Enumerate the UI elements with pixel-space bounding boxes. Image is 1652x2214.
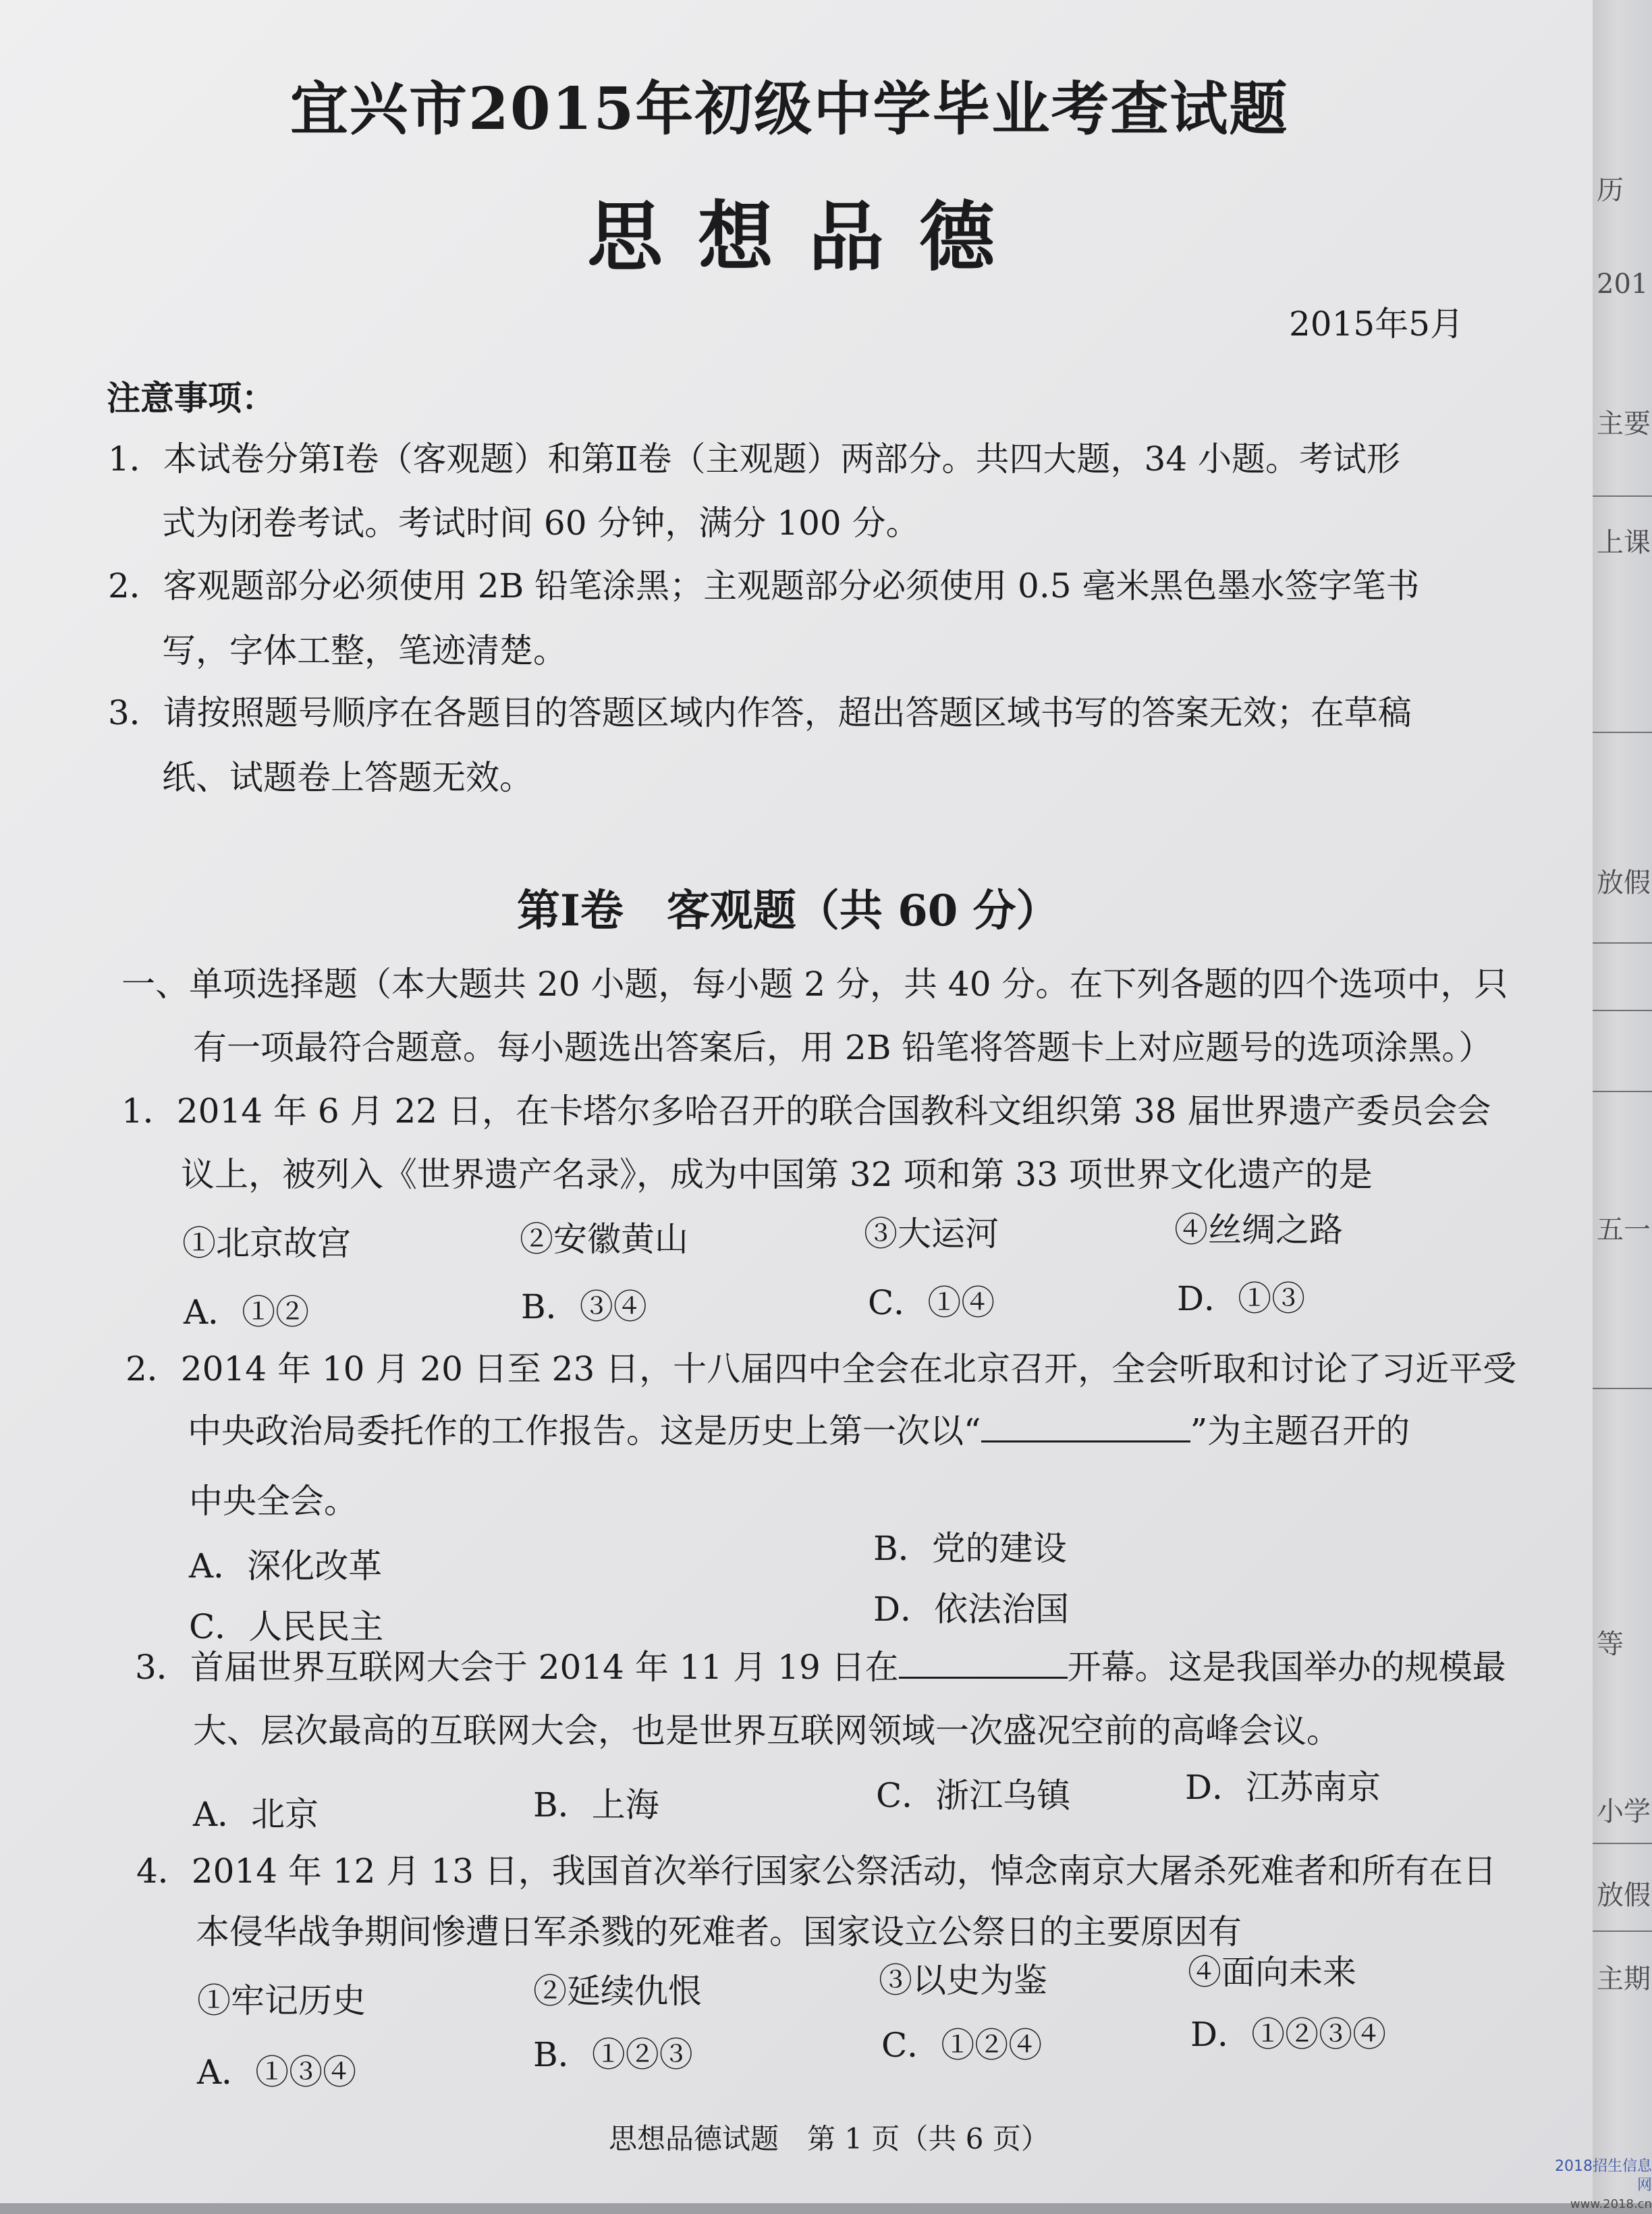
exam-title: 宜兴市2015年初级中学毕业考查试题 — [290, 75, 1289, 143]
notes-line: 式为闭卷考试。考试时间 60 分钟，满分 100 分。 — [162, 504, 920, 543]
question-2-stem-part: ”为主题召开的 — [1190, 1411, 1410, 1451]
back-page-fragment: 小学 — [1597, 1796, 1651, 1827]
question-4-option: A．①③④ — [197, 2053, 357, 2092]
question-1-item: ④丝绸之路 — [1174, 1210, 1343, 1249]
question-1-stem: 议上，被列入《世界遗产名录》，成为中国第 32 项和第 33 项世界文化遗产的是 — [181, 1155, 1373, 1194]
question-1-option: A．①② — [184, 1293, 310, 1332]
watermark-brand: 2018招生信息网 — [1555, 2158, 1652, 2194]
question-4-item: ④面向未来 — [1188, 1953, 1356, 1992]
question-4-item: ③以史为鉴 — [879, 1961, 1047, 2000]
question-4-stem: 本侵华战争期间惨遭日军杀戮的死难者。国家设立公祭日的主要原因有 — [196, 1912, 1242, 1951]
question-3-option: C．浙江乌镇 — [876, 1776, 1071, 1815]
back-page-rule — [1593, 1010, 1652, 1011]
exam-date: 2015年5月 — [1289, 304, 1464, 344]
back-page-rule — [1593, 1843, 1652, 1844]
back-page-fragment: 等 — [1597, 1629, 1624, 1660]
back-page-fragment: 放假 — [1597, 867, 1651, 898]
section-instructions: 有一项最符合题意。每小题选出答案后，用 2B 铅笔将答题卡上对应题号的选项涂黑。） — [193, 1028, 1493, 1067]
back-page-rule — [1593, 495, 1652, 497]
answer-blank — [981, 1440, 1190, 1442]
question-3-stem-part: 开幕。这是我国举办的规模最 — [1067, 1648, 1506, 1687]
question-3-stem: 大、层次最高的互联网大会，也是世界互联网领域一次盛况空前的高峰会议。 — [193, 1711, 1340, 1750]
question-1-option: B．③④ — [521, 1287, 647, 1326]
question-2-option: B．党的建设 — [873, 1529, 1067, 1568]
notes-line: 2．客观题部分必须使用 2B 铅笔涂黑；主观题部分必须使用 0.5 毫米黑色墨水签字笔书 — [108, 566, 1420, 605]
question-2-stem-part: 中央政治局委托作的工作报告。这是历史上第一次以“ — [188, 1411, 981, 1451]
back-page-fragment: 主期 — [1597, 1964, 1651, 1995]
answer-blank — [899, 1677, 1068, 1679]
back-page-rule — [1593, 1091, 1652, 1092]
question-3-stem — [135, 1640, 1506, 1689]
notes-line: 纸、试题卷上答题无效。 — [162, 758, 533, 797]
page-footer: 思想品德试题 第 1 页（共 6 页） — [609, 2122, 1049, 2155]
question-2-stem: 2．2014 年 10 月 20 日至 23 日，十八届四中全会在北京召开，全会听取和讨论了习近平受 — [126, 1349, 1517, 1388]
section-title: 第Ⅰ卷 客观题（共 60 分） — [517, 886, 1059, 936]
question-2-option: C．人民民主 — [189, 1607, 384, 1646]
question-4-option: D．①②③④ — [1190, 2015, 1387, 2054]
back-page-rule — [1593, 1931, 1652, 1932]
question-4-item: ②延续仇恨 — [533, 1972, 702, 2011]
notes-line: 写，字体工整，笔迹清楚。 — [162, 631, 567, 670]
question-1-option: D．①③ — [1177, 1279, 1306, 1318]
back-page-fragment: 放假 — [1597, 1880, 1651, 1911]
question-3-option: B．上海 — [533, 1785, 659, 1825]
question-3-option: A．北京 — [193, 1795, 319, 1834]
subject-title: 思想品德 — [587, 193, 1030, 281]
notes-line: 3．请按照题号顺序在各题目的答题区域内作答，超出答题区域书写的答案无效；在草稿 — [108, 693, 1412, 732]
question-1-item: ①北京故宫 — [182, 1224, 351, 1263]
back-page-fragment: 历 — [1597, 175, 1624, 206]
notes-line: 1．本试卷分第Ⅰ卷（客观题）和第Ⅱ卷（主观题）两部分。共四大题，34 小题。考试形 — [108, 439, 1401, 479]
question-4-option: C．①②④ — [881, 2026, 1043, 2065]
question-2-stem — [188, 1404, 1410, 1453]
question-2-stem: 中央全会。 — [189, 1482, 358, 1521]
back-page-fragment: 上课 — [1597, 527, 1651, 558]
question-1-stem: 1．2014 年 6 月 22 日，在卡塔尔多哈召开的联合国教科文组织第 38 届世界遗产委员会会 — [121, 1091, 1491, 1131]
section-instructions: 一、单项选择题（本大题共 20 小题，每小题 2 分，共 40 分。在下列各题的四个选项中，只 — [121, 965, 1508, 1004]
question-1-item: ②安徽黄山 — [520, 1220, 688, 1259]
question-1-option: C．①④ — [868, 1283, 995, 1322]
watermark-site: www.2018.cn — [1570, 2197, 1652, 2211]
question-3-option: D．江苏南京 — [1185, 1768, 1381, 1807]
question-1-item: ③大运河 — [864, 1214, 999, 1253]
back-page-fragment: 五一 — [1597, 1214, 1651, 1245]
question-2-option: D．依法治国 — [873, 1590, 1070, 1629]
question-3-stem-part: 3．首届世界互联网大会于 2014 年 11 月 19 日在 — [135, 1648, 899, 1687]
watermark — [1545, 2157, 1652, 2214]
question-4-option: B．①②③ — [533, 2035, 693, 2074]
back-page-fragment: 201 — [1597, 269, 1649, 300]
question-4-stem: 4．2014 年 12 月 13 日，我国首次举行国家公祭活动，悼念南京大屠杀死难者和所有在日 — [136, 1852, 1497, 1891]
underlying-page — [1593, 0, 1652, 2203]
notes-heading: 注意事项： — [107, 378, 275, 418]
back-page-rule — [1593, 942, 1652, 944]
question-4-item: ①牢记历史 — [197, 1981, 366, 2020]
back-page-rule — [1593, 1388, 1652, 1389]
back-page-fragment: 主要 — [1597, 408, 1651, 439]
back-page-rule — [1593, 732, 1652, 733]
question-2-option: A．深化改革 — [189, 1546, 383, 1586]
